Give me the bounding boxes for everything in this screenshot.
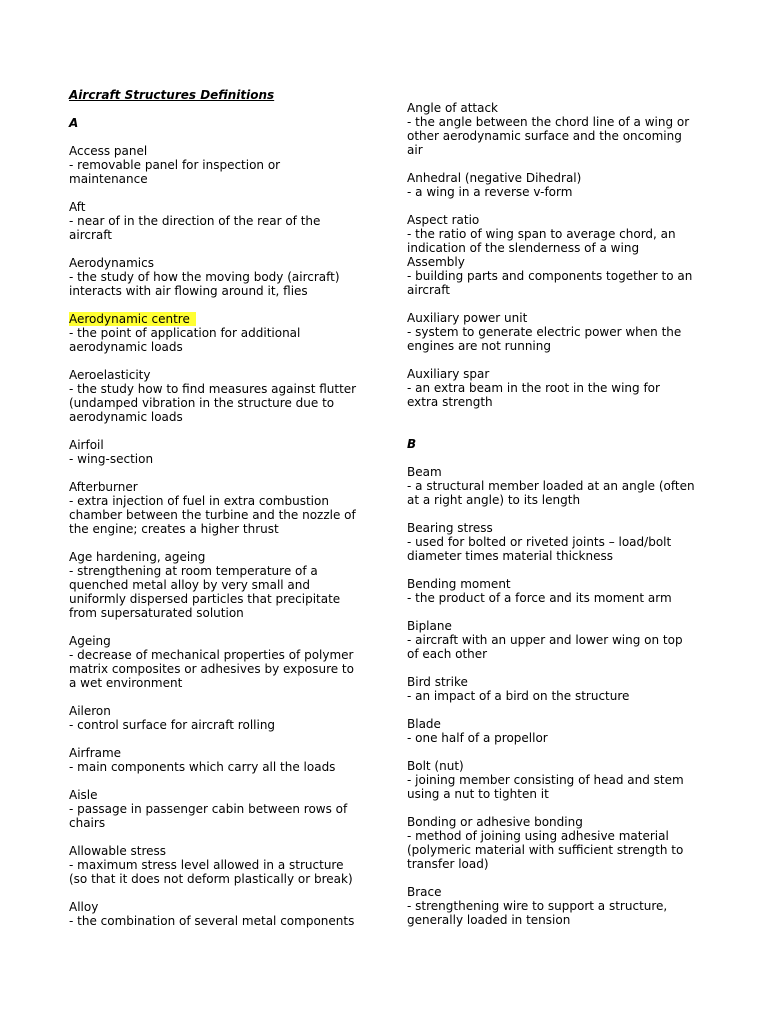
definition-text: - joining member consisting of head and stem using a nut to tighten it (407, 773, 684, 801)
definition-term (407, 815, 707, 829)
section-letter-b: B (407, 437, 417, 451)
term-text: Age hardening, ageing (69, 550, 206, 564)
definition-text: - one half of a propellor (407, 731, 548, 745)
definition-text: - a wing in a reverse v-form (407, 185, 573, 199)
definition-text: - used for bolted or riveted joints – load/bolt diameter times material thickness (407, 535, 672, 563)
definition-text: - aircraft with an upper and lower wing on top of each other (407, 633, 683, 661)
definition-text: - the ratio of wing span to average chord, an indication of the slenderness of a wing (407, 227, 676, 255)
definition-entry (69, 844, 369, 886)
definition-text: - decrease of mechanical properties of polymer matrix composites or adhesives by exposure to a wet environment (69, 648, 354, 690)
term-text: Aspect ratio (407, 213, 480, 227)
definition-text: - removable panel for inspection or maintenance (69, 158, 281, 186)
right-column (407, 101, 707, 927)
definition-entry (69, 480, 369, 536)
definition-text: - extra injection of fuel in extra combustion chamber between the turbine and the nozzle of the engine; creates a higher thrust (69, 494, 356, 536)
left-entry-list (69, 144, 369, 928)
term-text: Airfoil (69, 438, 104, 452)
definition-text: - maximum stress level allowed in a structure (so that it does not deform plastically or break) (69, 858, 353, 886)
definition-text: - wing-section (69, 452, 154, 466)
definition-entry (407, 619, 707, 661)
definition-entry (407, 255, 707, 297)
definition-entry (69, 438, 369, 466)
definition-term (69, 900, 369, 914)
term-text: Alloy (69, 900, 99, 914)
definition-entry (407, 759, 707, 801)
definition-term (69, 368, 369, 382)
term-text: Aerodynamics (69, 256, 154, 270)
definition-term (407, 885, 707, 899)
right-entry-list-b (407, 465, 707, 927)
definition-text: - building parts and components together to an aircraft (407, 269, 693, 297)
definition-entry (407, 213, 707, 255)
definition-term (69, 550, 369, 564)
definition-entry (69, 200, 369, 242)
definition-term (407, 465, 707, 479)
definition-entry (69, 788, 369, 830)
spacer (69, 102, 369, 116)
definition-entry (407, 171, 707, 199)
term-text: Bird strike (407, 675, 468, 689)
definition-entry (407, 577, 707, 605)
definition-term (69, 634, 369, 648)
definition-text: - strengthening wire to support a structure, generally loaded in tension (407, 899, 668, 927)
definition-text: - the point of application for additional aerodynamic loads (69, 326, 301, 354)
definition-entry (69, 634, 369, 690)
spacer (407, 409, 707, 437)
term-text: Auxiliary power unit (407, 311, 528, 325)
definition-term (407, 213, 707, 227)
definition-text: - an impact of a bird on the structure (407, 689, 630, 703)
definition-term (407, 171, 707, 185)
term-text: Bolt (nut) (407, 759, 464, 773)
definition-entry (69, 144, 369, 186)
term-text: Blade (407, 717, 441, 731)
definition-entry (69, 704, 369, 732)
term-text: Aerodynamic centre (69, 312, 196, 326)
definition-term (407, 521, 707, 535)
definition-term (407, 311, 707, 325)
definition-term (69, 200, 369, 214)
definition-term-highlighted (69, 312, 369, 326)
term-text: Access panel (69, 144, 148, 158)
definition-term (69, 480, 369, 494)
term-text: Brace (407, 885, 442, 899)
definition-entry (69, 312, 369, 354)
term-text: Auxiliary spar (407, 367, 490, 381)
definition-entry (69, 550, 369, 620)
term-text: Assembly (407, 255, 465, 269)
definition-term (407, 619, 707, 633)
term-text: Bearing stress (407, 521, 493, 535)
definition-text: - system to generate electric power when the engines are not running (407, 325, 682, 353)
definition-text: - the study how to find measures against flutter (undamped vibration in the structure due to aerodynamic loads (69, 382, 357, 424)
definition-entry (407, 815, 707, 871)
term-text: Aisle (69, 788, 98, 802)
definition-text: - an extra beam in the root in the wing for extra strength (407, 381, 660, 409)
term-text: Angle of attack (407, 101, 499, 115)
definition-entry (407, 367, 707, 409)
definition-text: - method of joining using adhesive material (polymeric material with sufficient strength to transfer load) (407, 829, 684, 871)
term-text: Allowable stress (69, 844, 167, 858)
definition-term (69, 704, 369, 718)
definition-text: - near of in the direction of the rear of the aircraft (69, 214, 321, 242)
definition-entry (407, 675, 707, 703)
term-text: Aileron (69, 704, 111, 718)
definition-text: - strengthening at room temperature of a quenched metal alloy by very small and uniformly dispersed particles that precipitate from supersaturated solution (69, 564, 341, 620)
definition-term (407, 255, 707, 269)
term-text: Aft (69, 200, 86, 214)
term-text: Bonding or adhesive bonding (407, 815, 583, 829)
definition-entry (69, 746, 369, 774)
term-text: Beam (407, 465, 442, 479)
definition-term (407, 717, 707, 731)
definition-entry (407, 521, 707, 563)
term-text: Airframe (69, 746, 122, 760)
definition-entry (407, 101, 707, 157)
definition-text: - the combination of several metal components (69, 914, 355, 928)
definition-text: - the study of how the moving body (aircraft) interacts with air flowing around it, flies (69, 270, 340, 298)
term-text: Biplane (407, 619, 452, 633)
term-text: Anhedral (negative Dihedral) (407, 171, 582, 185)
definition-entry (407, 311, 707, 353)
section-letter-a: A (69, 116, 79, 130)
definition-entry (407, 717, 707, 745)
spacer (69, 130, 369, 144)
definition-entry (407, 465, 707, 507)
definition-text: - main components which carry all the loads (69, 760, 336, 774)
definition-term (69, 144, 369, 158)
definition-text: - passage in passenger cabin between rows of chairs (69, 802, 348, 830)
definition-text: - control surface for aircraft rolling (69, 718, 276, 732)
document-title: Aircraft Structures Definitions (69, 88, 275, 102)
definition-term (407, 759, 707, 773)
definition-term (69, 844, 369, 858)
definition-text: - a structural member loaded at an angle (often at a right angle) to its length (407, 479, 695, 507)
spacer (407, 451, 707, 465)
term-text: Afterburner (69, 480, 138, 494)
definition-term (69, 438, 369, 452)
definition-term (407, 367, 707, 381)
definition-term (407, 101, 707, 115)
definition-term (69, 256, 369, 270)
term-text: Aeroelasticity (69, 368, 151, 382)
definition-entry (407, 885, 707, 927)
term-text: Ageing (69, 634, 111, 648)
definition-entry (69, 900, 369, 928)
left-column (69, 87, 369, 928)
definition-term (69, 746, 369, 760)
definition-text: - the product of a force and its moment arm (407, 591, 672, 605)
definition-term (407, 675, 707, 689)
definition-term (69, 788, 369, 802)
definition-entry (69, 256, 369, 298)
right-entry-list-a (407, 101, 707, 409)
term-text: Bending moment (407, 577, 511, 591)
definition-entry (69, 368, 369, 424)
definition-term (407, 577, 707, 591)
definition-text: - the angle between the chord line of a wing or other aerodynamic surface and the oncoming air (407, 115, 690, 157)
